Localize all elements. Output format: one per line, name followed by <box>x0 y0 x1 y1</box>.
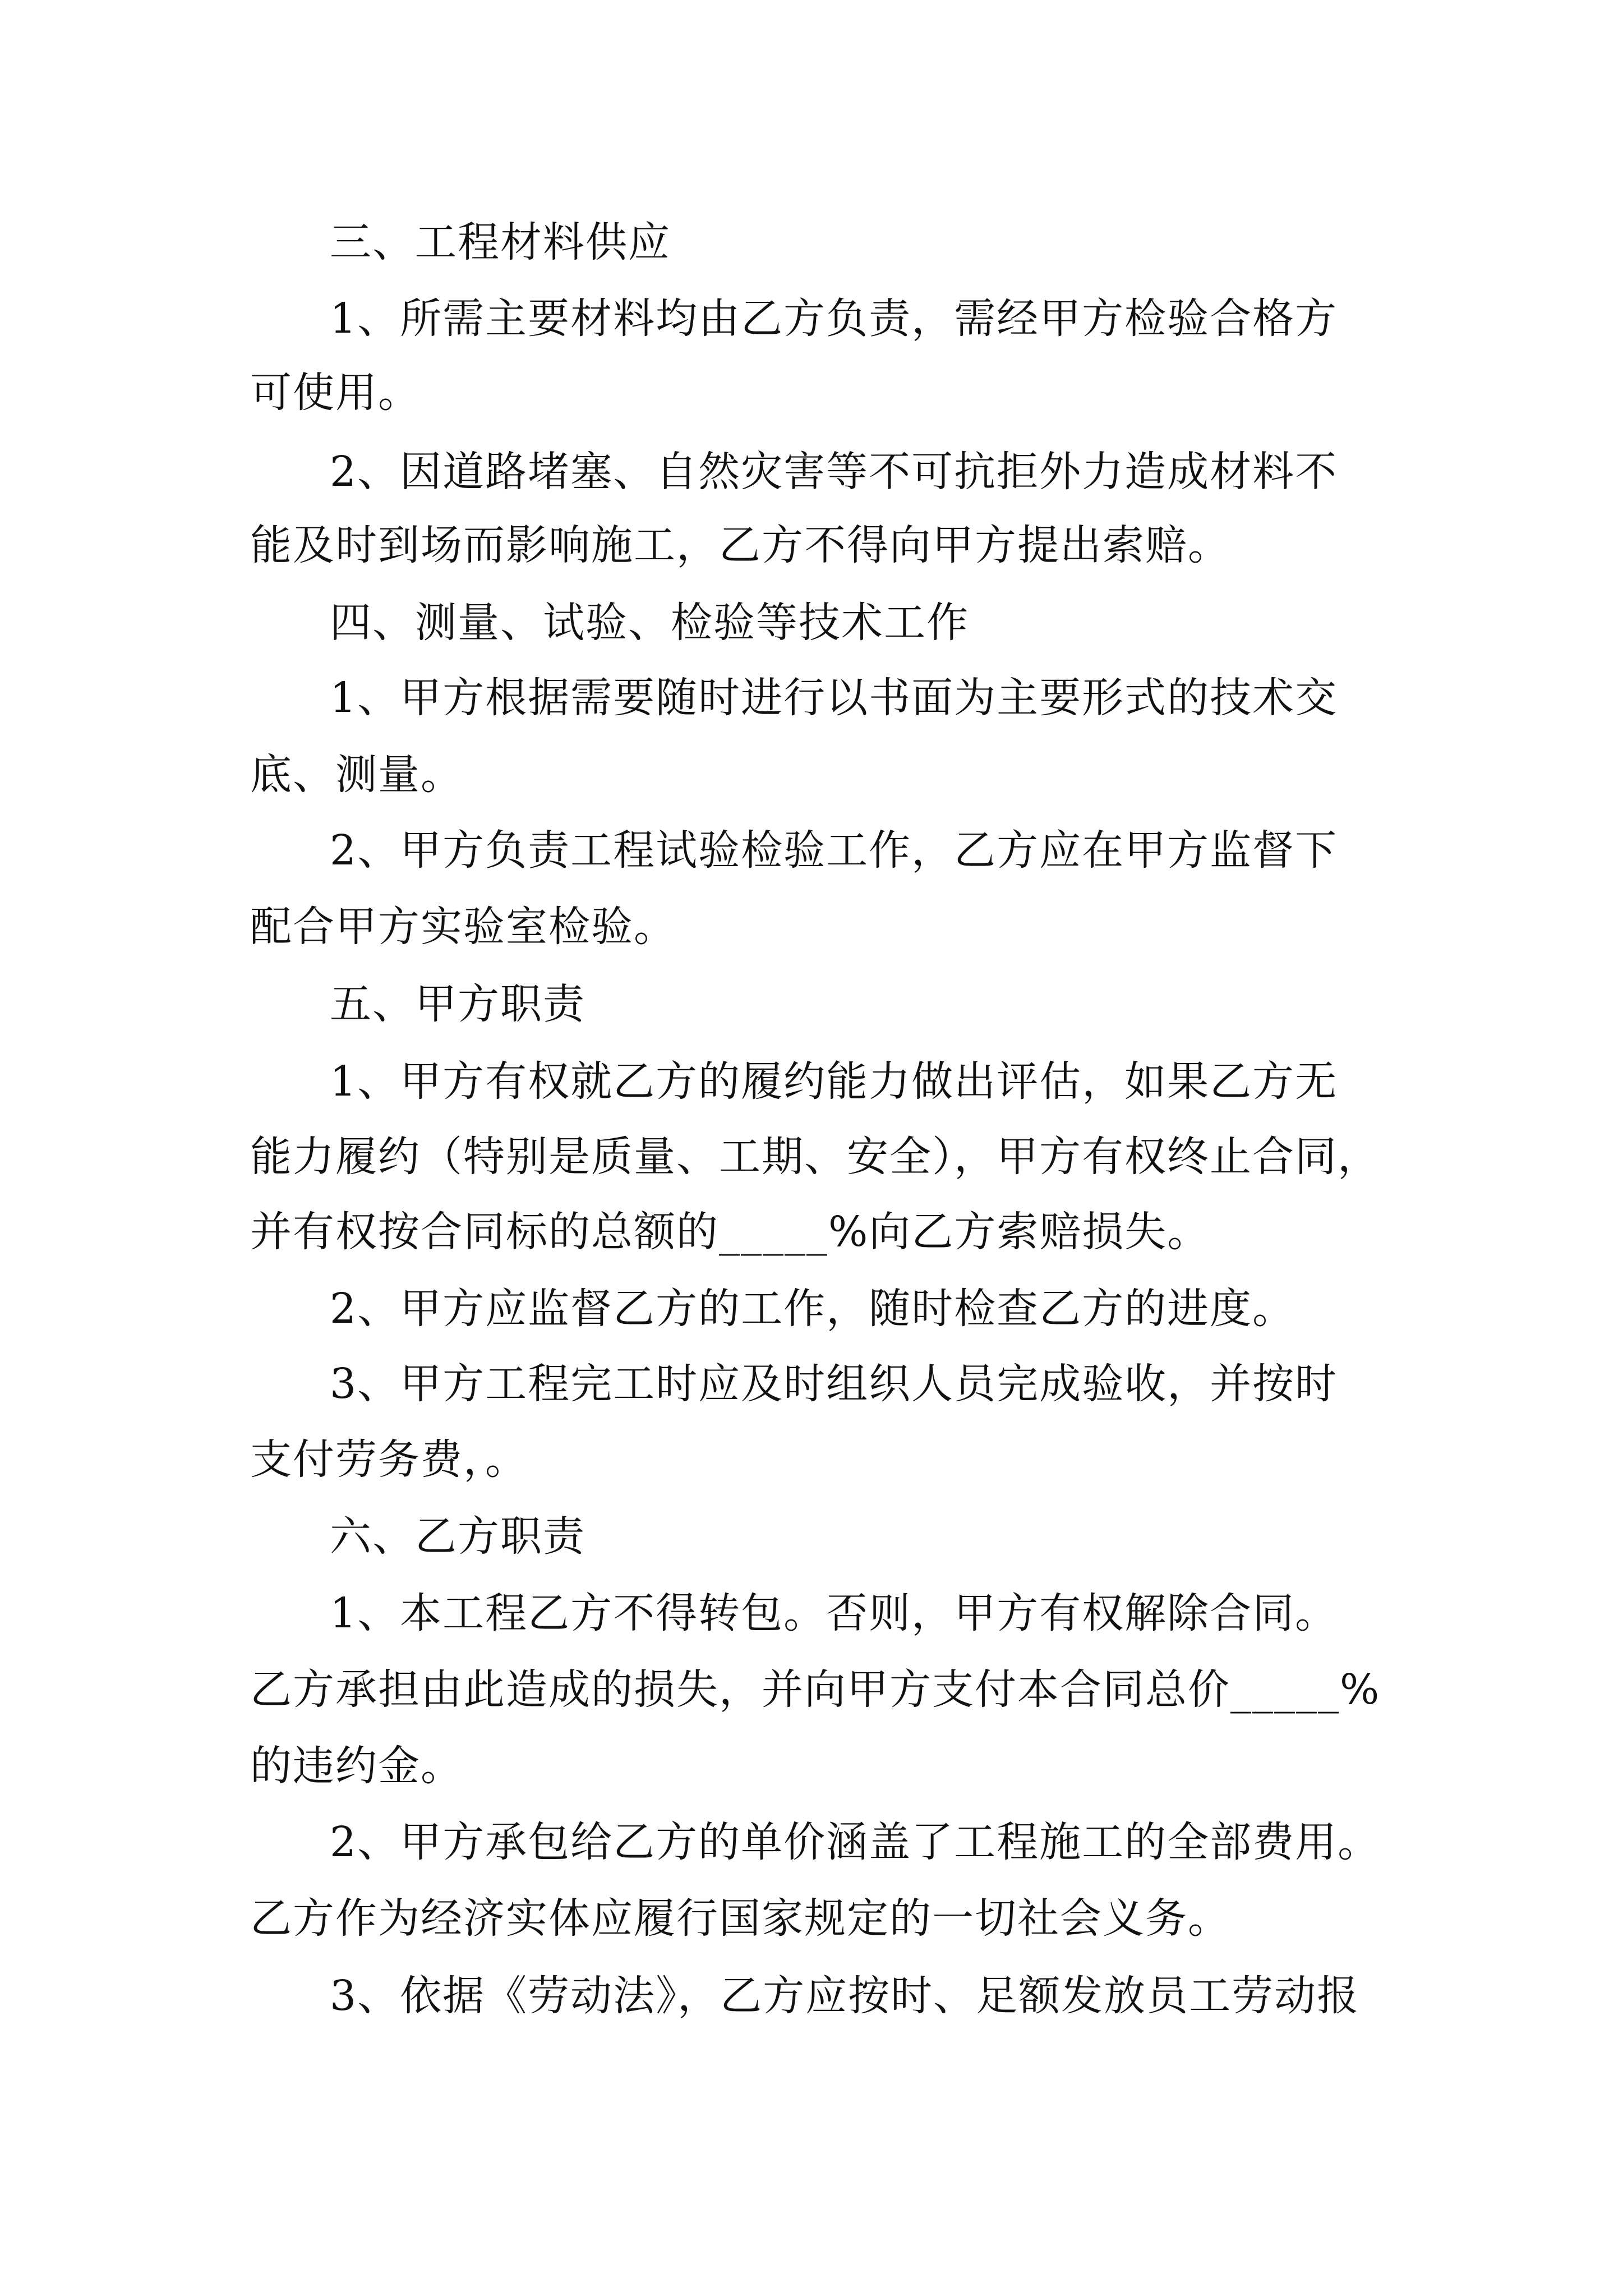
paragraph-line: 乙方作为经济实体应履行国家规定的一切社会义务。 <box>250 1894 1230 1943</box>
paragraph-line: 底、测量。 <box>250 751 463 799</box>
paragraph-line: 1、甲方根据需要随时进行以书面为主要形式的技术交 <box>330 674 1338 722</box>
paragraph-line: 可使用。 <box>250 369 421 417</box>
heading-section-3: 三、工程材料供应 <box>330 218 671 266</box>
paragraph-line: 能力履约（特别是质量、工期、安全），甲方有权终止合同， <box>250 1133 1380 1181</box>
paragraph-line: 2、甲方应监督乙方的工作，随时检查乙方的进度。 <box>330 1285 1295 1333</box>
heading-section-6: 六、乙方职责 <box>330 1512 585 1561</box>
paragraph-line: 能及时到场而影响施工，乙方不得向甲方提出索赔。 <box>250 521 1230 569</box>
paragraph-line: 3、甲方工程完工时应及时组织人员完成验收，并按时 <box>330 1360 1338 1408</box>
paragraph-line: 2、甲方承包给乙方的单价涵盖了工程施工的全部费用。 <box>330 1818 1381 1866</box>
paragraph-line: 2、甲方负责工程试验检验工作，乙方应在甲方监督下 <box>330 826 1338 875</box>
paragraph-line: 3、依据《劳动法》，乙方应按时、足额发放员工劳动报 <box>330 1972 1360 2020</box>
paragraph-line: 乙方承担由此造成的损失，并向甲方支付本合同总价_____% <box>250 1665 1381 1714</box>
paragraph-line: 1、甲方有权就乙方的履约能力做出评估，如果乙方无 <box>330 1057 1338 1106</box>
paragraph-line: 配合甲方实验室检验。 <box>250 903 676 951</box>
paragraph-line: 2、因道路堵塞、自然灾害等不可抗拒外力造成材料不 <box>330 448 1338 496</box>
heading-section-5: 五、甲方职责 <box>330 980 585 1028</box>
heading-section-4: 四、测量、试验、检验等技术工作 <box>330 599 969 647</box>
paragraph-line: 的违约金。 <box>250 1742 463 1790</box>
paragraph-line: 1、所需主要材料均由乙方负责，需经甲方检验合格方 <box>330 295 1338 343</box>
paragraph-line: 并有权按合同标的总额的_____%向乙方索赔损失。 <box>250 1208 1210 1256</box>
paragraph-line: 支付劳务费，。 <box>250 1435 528 1484</box>
paragraph-line: 1、本工程乙方不得转包。否则，甲方有权解除合同。 <box>330 1589 1338 1637</box>
